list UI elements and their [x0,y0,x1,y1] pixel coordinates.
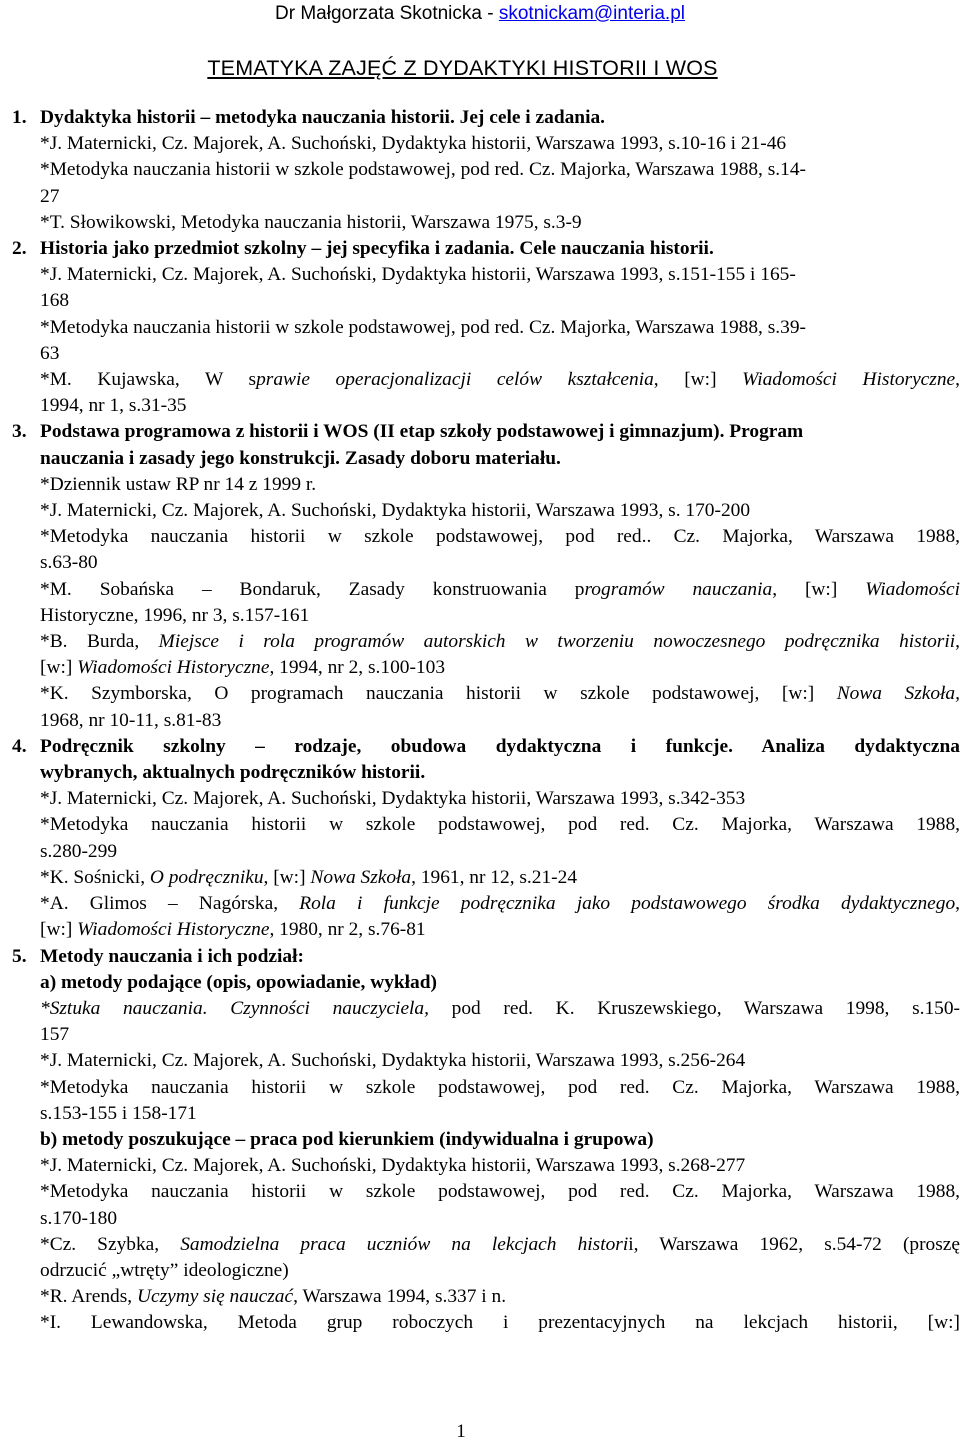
reference-journal: Wiadomości Historyczne [77,657,270,679]
reference-title: *Sztuka nauczania. Czynności nauczyciela, [40,997,429,1019]
reference-line: *Metodyka nauczania historii w szkole podstawowej, pod red. Cz. Majorka, Warszawa 1988, s.39- [40,316,806,338]
reference-text: , [955,893,960,915]
reference-line [40,891,960,917]
topic-item-5 [0,944,960,1337]
reference-text: *M. Kujawska, W s [40,369,257,391]
reference-line: *Metodyka nauczania historii w szkole podstawowej, pod red.. Cz. Majorka, Warszawa 1988, [40,526,960,548]
topic-number: 2. [12,238,27,260]
reference-text: , 1994, nr 2, s.100-103 [269,657,446,679]
reference-line: 1968, nr 10-11, s.81-83 [40,709,222,731]
reference-line: 168 [40,290,70,312]
reference-title: O podręczniku [149,866,264,888]
reference-text: *R. Arends, [40,1286,137,1308]
reference-text: , [w:] [263,866,311,888]
reference-text: [w:] [40,657,78,679]
reference-line: Historyczne, 1996, nr 3, s.157-161 [40,604,310,626]
reference-line: *J. Maternicki, Cz. Majorek, A. Suchoński, Dydaktyka historii, Warszawa 1993, s.151-155 i 165- [40,264,796,286]
author-email-link[interactable]: skotnickam@interia.pl [498,3,685,24]
reference-line [40,1232,960,1258]
reference-line: *J. Maternicki, Cz. Majorek, A. Suchoński, Dydaktyka historii, Warszawa 1993, s.268-277 [40,1155,746,1177]
reference-line: odrzucić „wtręty” ideologiczne) [40,1259,289,1281]
reference-line: *T. Słowikowski, Metodyka nauczania historii, Warszawa 1975, s.3-9 [40,211,582,233]
reference-text: , [w:] [772,578,866,600]
reference-title: Miejsce i rola programów autorskich w tworzeniu nowoczesnego podręcznika historii [158,631,956,653]
reference-text: i, Warszawa 1962, s.54-72 (proszę [628,1233,960,1255]
reference-text: *K. Sośnicki, [40,866,150,888]
reference-line: *Metodyka nauczania historii w szkole podstawowej, pod red. Cz. Majorka, Warszawa 1988, s.14- [40,159,806,181]
reference-line: *J. Maternicki, Cz. Majorek, A. Suchoński, Dydaktyka historii, Warszawa 1993, s.342-353 [40,788,746,810]
reference-title: rogramów nauczania [584,578,773,600]
reference-line: *Metodyka nauczania historii w szkole podstawowej, pod red. Cz. Majorka, Warszawa 1988, [40,1076,960,1098]
reference-text: , 1961, nr 12, s.21-24 [411,866,578,888]
document-title: TEMATYKA ZAJĘĆ Z DYDAKTYKI HISTORII I WOS [207,56,718,80]
reference-journal: Wiadomości Historyczne [742,369,956,391]
reference-line: *Metodyka nauczania historii w szkole podstawowej, pod red. Cz. Majorka, Warszawa 1988, [40,1181,960,1203]
topic-heading: Podstawa programowa z historii i WOS (II etap szkoły podstawowej i gimnazjum). Program [40,421,804,443]
reference-line [40,367,960,393]
reference-text: [w:] [40,919,78,941]
topic-heading: nauczania i zasady jego konstrukcji. Zasady doboru materiału. [40,447,561,469]
topic-item-3 [0,419,960,733]
reference-text: , [955,369,960,391]
reference-line [40,629,960,655]
reference-text: , Warszawa 1994, s.337 i n. [293,1286,507,1308]
topic-list [0,105,960,1337]
topic-heading: Dydaktyka historii – metodyka nauczania historii. Jej cele i zadania. [40,107,606,128]
reference-line [40,577,960,603]
topic-heading: Historia jako przedmiot szkolny – jej specyfika i zadania. Cele nauczania historii. [40,238,714,260]
reference-title: Samodzielna praca uczniów na lekcjach histori [180,1233,629,1255]
reference-line: 157 [40,1024,70,1046]
reference-text: *A. Glimos – Nagórska, [40,893,300,915]
reference-title: Uczymy się nauczać [136,1286,294,1308]
reference-line: *Metodyka nauczania historii w szkole podstawowej, pod red. Cz. Majorka, Warszawa 1988, [40,814,960,836]
topic-number: 1. [12,107,27,128]
subtopic-heading: b) metody poszukujące – praca pod kierunkiem (indywidualna i grupowa) [40,1128,654,1150]
topic-number: 5. [12,945,27,967]
reference-line [40,917,960,943]
topic-heading: wybranych, aktualnych podręczników historii. [40,762,426,784]
topic-heading: Metody nauczania i ich podział: [40,945,304,967]
topic-item-1 [0,105,960,236]
reference-line: *J. Maternicki, Cz. Majorek, A. Suchoński, Dydaktyka historii, Warszawa 1993, s. 170-200 [40,500,751,522]
topic-number: 3. [12,421,27,443]
reference-title: prawie operacjonalizacji celów kształcenia [256,369,654,391]
subtopic-heading: a) metody podające (opis, opowiadanie, wykład) [40,971,437,993]
reference-line [40,655,960,681]
topic-item-2 [0,236,960,419]
reference-text: , 1980, nr 2, s.76-81 [269,919,426,941]
reference-journal: Wiadomości [865,578,960,600]
reference-text: , [955,631,960,653]
reference-line: s.153-155 i 158-171 [40,1102,197,1124]
reference-line [40,865,960,891]
topic-heading: Podręcznik szkolny – rodzaje, obudowa dydaktyczna i funkcje. Analiza dydaktyczna [40,735,960,757]
page-header [0,2,960,26]
reference-line: 27 [40,185,60,207]
reference-title: Rola i funkcje podręcznika jako podstawowego środka dydaktycznego [299,893,956,915]
topic-item-4 [0,734,960,944]
reference-line: s.63-80 [40,552,98,574]
reference-line [40,996,960,1022]
reference-line: *Dziennik ustaw RP nr 14 z 1999 r. [40,473,317,495]
reference-line: *I. Lewandowska, Metoda grup roboczych i prezentacyjnych na lekcjach historii, [w:] [40,1312,960,1334]
reference-text: *M. Sobańska – Bondaruk, Zasady konstruowania p [40,578,585,600]
reference-text: *Cz. Szybka, [40,1233,181,1255]
topic-number: 4. [12,735,27,757]
reference-text: , [w:] [653,369,743,391]
reference-line: 63 [40,342,60,364]
page-number: 1 [456,1421,466,1442]
reference-line: s.170-180 [40,1207,118,1229]
reference-journal: Nowa Szkoła [310,866,412,888]
reference-journal: Wiadomości Historyczne [77,919,270,941]
reference-journal: Nowa Szkoła, [836,683,960,705]
reference-text: pod red. K. Kruszewskiego, Warszawa 1998, s.150- [428,997,960,1019]
reference-line [40,681,960,707]
reference-text: *B. Burda, [40,631,159,653]
reference-line: *J. Maternicki, Cz. Majorek, A. Suchoński, Dydaktyka historii, Warszawa 1993, s.10-16 i 21-46 [40,133,787,155]
reference-line: 1994, nr 1, s.31-35 [40,395,187,417]
reference-line [40,1284,960,1310]
reference-text: *K. Szymborska, O programach nauczania historii w szkole podstawowej, [w:] [40,683,837,705]
author-name: Dr Małgorzata Skotnicka - [275,3,499,24]
reference-line: *J. Maternicki, Cz. Majorek, A. Suchoński, Dydaktyka historii, Warszawa 1993, s.256-264 [40,1050,746,1072]
reference-line: s.280-299 [40,840,118,862]
